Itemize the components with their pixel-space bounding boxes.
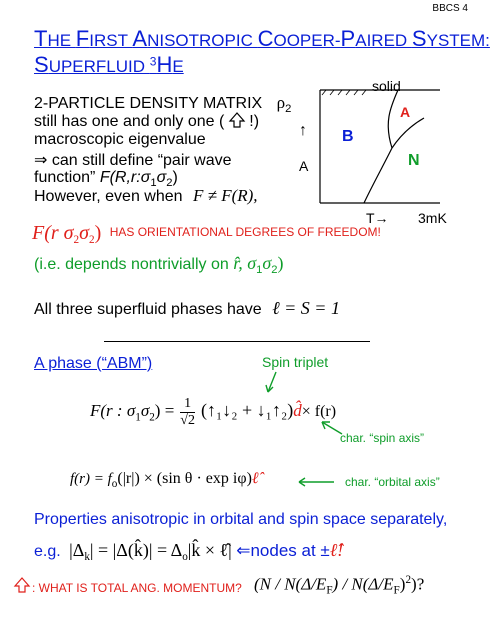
pair-wave-function-formula: F(r : $\sigma_1\sigma_2$) = $\frac{1}{√2}$ (↑₁↓₂ + ↓₁↑₂)d̂× f(r) [90, 396, 337, 428]
phase-a-label: A [400, 104, 411, 120]
pressure-arrow-icon: ↑ [299, 122, 307, 139]
depends-line: (i.e. depends nontrivially on r̂, $\sigma_1\sigma_2$) [34, 253, 284, 277]
phase-n-label: N [408, 152, 420, 169]
temperature-axis-label: T→ [366, 210, 389, 226]
a-phase-heading: A phase (“ABM”) [34, 355, 153, 372]
ratio-formula: $(N / N(\Delta/E_F) / N(\Delta/E_F)^2)$? [254, 574, 425, 597]
orbital-axis-arrow-icon [296, 477, 336, 487]
spin-axis-label: char. “spin axis” [340, 431, 425, 445]
temperature-value: 3mK [418, 210, 447, 226]
gap-formula-line: e.g. $|\Delta_k|$ = |Δ(k̂)| = $\Delta_o|k̂$ × ℓ̂| ⇐nodes at ±ℓ̂! [34, 540, 344, 564]
eigenvalue-line: still has one and only one ( !) [34, 113, 260, 130]
slide-title-line1: THE FIRST ANISOTROPIC COOPER-PAIRED SYSTEM: [34, 26, 490, 51]
slide-tag: BBCS 4 [432, 3, 468, 14]
warning-icon [229, 112, 245, 128]
phase-b-label: B [342, 128, 354, 145]
function-line: function” $F(R,r:\sigma_1\sigma_2)$ [34, 169, 178, 190]
pressure-label: A [299, 158, 309, 174]
section-divider [104, 341, 370, 342]
spin-triplet-label: Spin triplet [262, 354, 329, 370]
orbital-function-formula: $f(r) = f_o(|r|) \times (\sin$ θ · exp iφ)ℓ̂ [70, 470, 259, 491]
spin-triplet-arrow-icon [262, 370, 282, 396]
total-ang-momentum-question: : WHAT IS TOTAL ANG. MOMENTUM? [32, 581, 242, 595]
orbital-axis-label: char. “orbital axis” [345, 475, 440, 489]
phase-diagram [290, 78, 450, 208]
however-line: However, even when F ≠ F(R), [34, 186, 258, 205]
orientational-freedom-line: F(r $\sigma_2\sigma_2$) HAS ORIENTATIONAL DEGREES OF FREEDOM! [32, 222, 381, 247]
properties-line: Properties anisotropic in orbital and spin space separately, [34, 511, 448, 528]
macroscopic-line: macroscopic eigenvalue [34, 131, 206, 148]
all-three-line: All three superfluid phases have ℓ = S = 1 [34, 298, 340, 318]
question-warning-icon [14, 577, 30, 593]
phase-solid-label: solid [372, 78, 401, 94]
phase-diagram-lines [290, 78, 450, 208]
density-matrix-line: 2-PARTICLE DENSITY MATRIX $\rho_2$ [34, 93, 292, 116]
pair-wave-line: ⇒ can still define “pair wave [34, 152, 232, 169]
slide-title-line2: SUPERFLUID $^3$HE [34, 52, 184, 77]
